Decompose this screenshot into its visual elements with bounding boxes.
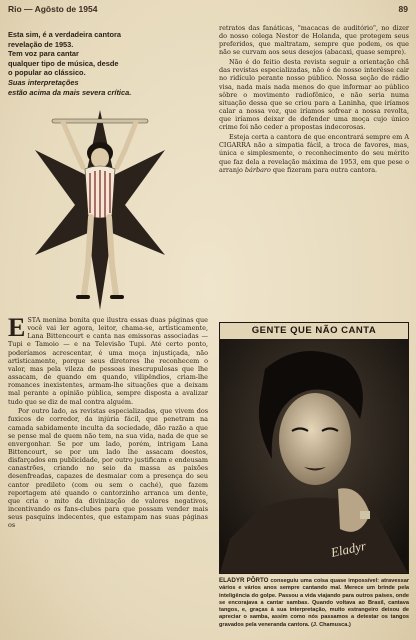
page-number: 89 <box>398 4 408 14</box>
caption-text: conseguiu uma coisa quase impossível: atravessar vários e vários anos sempre cantando mal. Merece um brinde pela inteligência do golpe. Passou a vida viajando para outros países, onde se encorajava a cantar sambas. Quando voltava ao Brasil, cantava tangos, e, graças à sua interpretação, muito estrangeiro deixou de apreciar o samba, assim como nós passamos a detestar os tangos gravados pela veneranda cantora. (J. Chamusca.) <box>219 578 409 628</box>
portrait-signature: Eladyr <box>329 537 368 560</box>
article-paragraph <box>8 313 208 406</box>
article-paragraph <box>219 133 409 174</box>
caption-name: ELADYR PÔRTO <box>219 577 269 584</box>
lead-line: Esta sim, é a verdadeira cantora <box>8 30 121 39</box>
issue-line: Rio — Agôsto de 1954 <box>8 4 98 14</box>
paragraph-text: STA menina bonita que ilustra essas duas páginas que você vai ler agora, leitor, chama-se, artìsticamente, Lana Bittencourt e canta nas emissoras associadas — Tupi e Tamoio — e na Televisão Tupi. Até certo ponto, poderíamos acrescentar, é uma moça injustiçada, não artìsticamente, porque seus diretores lhe reconhecem o valor, mas pela vileza de pessoas inescrupulosas que lhe assacam, de quando em quando, vilipêndios, criam-lhe romances inexistentes, armam-lhe situações que a deixam mal perante a opinião pública, sempre disposta a avalizar tudo que se diz de mal contra alguém. <box>8 316 208 406</box>
portrait-title: GENTE QUE NÃO CANTA <box>220 323 408 339</box>
arm-right <box>117 122 136 167</box>
paragraph-text: que fizeram para outra cantora. <box>270 165 378 174</box>
emphasis-text: bárbaro <box>244 165 271 174</box>
article-column-left <box>8 313 208 531</box>
lead-line: o popular ao clássico. <box>8 68 86 78</box>
paragraph-text: Esteja certa a cantora de que encontrará sempre em A CIGARRA não a simpatia fácil, a troca de favores, mas, única e simplesmente, o reconhecimento do seu mérito que faz dela a revelação máxima de 1953, em que pese o arranjo <box>219 133 409 174</box>
article-paragraph: retratos das fanáticas, "macacas de auditório", no dizer do nosso colega Nestor de Holanda, que protegem seus preferidos, que maltratam, sempre que podem, os que não se curvam aos seus desejos (abacaxi, quase sempre). <box>219 24 409 57</box>
face <box>91 148 109 168</box>
lead-line: qualquer tipo de música, desde <box>8 58 119 68</box>
portrait-caption <box>219 577 409 629</box>
article-paragraph: Por outro lado, as revistas especializadas, que vivem dos fuxicos de corredor, da injúria fácil, que penetram na camada sabidamente inculta da sociedade, dão razão a que se pense mal de quem não tem, na sua vida, nada de que se envergonhar. Se por um lado, porém, intrigam Lana Bittencourt, se por um lado lhe assacam doestos, disfarçados em publicidade, por outro justificam e endeusam canastrões, criando no seio da massa as paixões desenfreadas, capazes de desmaiar com a presença do seu cantor predileto (com ou sem o caché), que fazem reportagem até quando o cantorzinho arranca um dente, que cria o mito da divinização de valores negativos, incentivando os fans-clubes para que possam vender mais seus pasquins indecentes, que estampam nas suas páginas os <box>8 407 208 530</box>
portrait-photo <box>220 339 408 573</box>
drop-cap: E <box>8 313 26 342</box>
article-paragraph: Não é do feitio desta revista seguir a orientação chã das revistas especializadas, não é de nosso interêsse cair no ridículo perante nosso público. Nossa seção de rádio visa, nada mais nada menos do que informar ao público sôbre o movimento radiofônico, e não seria numa situação dessa que se criou para a Laninha, que iríamos calar a nossa voz, que iríamos sofrear a nossa revolta, que iríamos deixar de defender uma moça cujo único crime foi não ceder a propostas indecorosas. <box>219 58 409 132</box>
portrait-face <box>279 393 351 485</box>
portrait-ring <box>360 511 370 519</box>
lead-line: estão acima da mais severa crítica. <box>8 87 132 97</box>
singer-photo <box>30 105 170 315</box>
page-header <box>8 4 408 18</box>
lead-line: revelação de 1953. <box>8 39 74 49</box>
lead-line: Tem voz para cantar <box>8 49 79 59</box>
article-column-right <box>219 24 409 175</box>
arm-left <box>63 122 83 167</box>
lead-line: Suas interpretações <box>8 77 79 87</box>
lead-blurb <box>8 30 208 97</box>
portrait-box <box>219 322 409 574</box>
